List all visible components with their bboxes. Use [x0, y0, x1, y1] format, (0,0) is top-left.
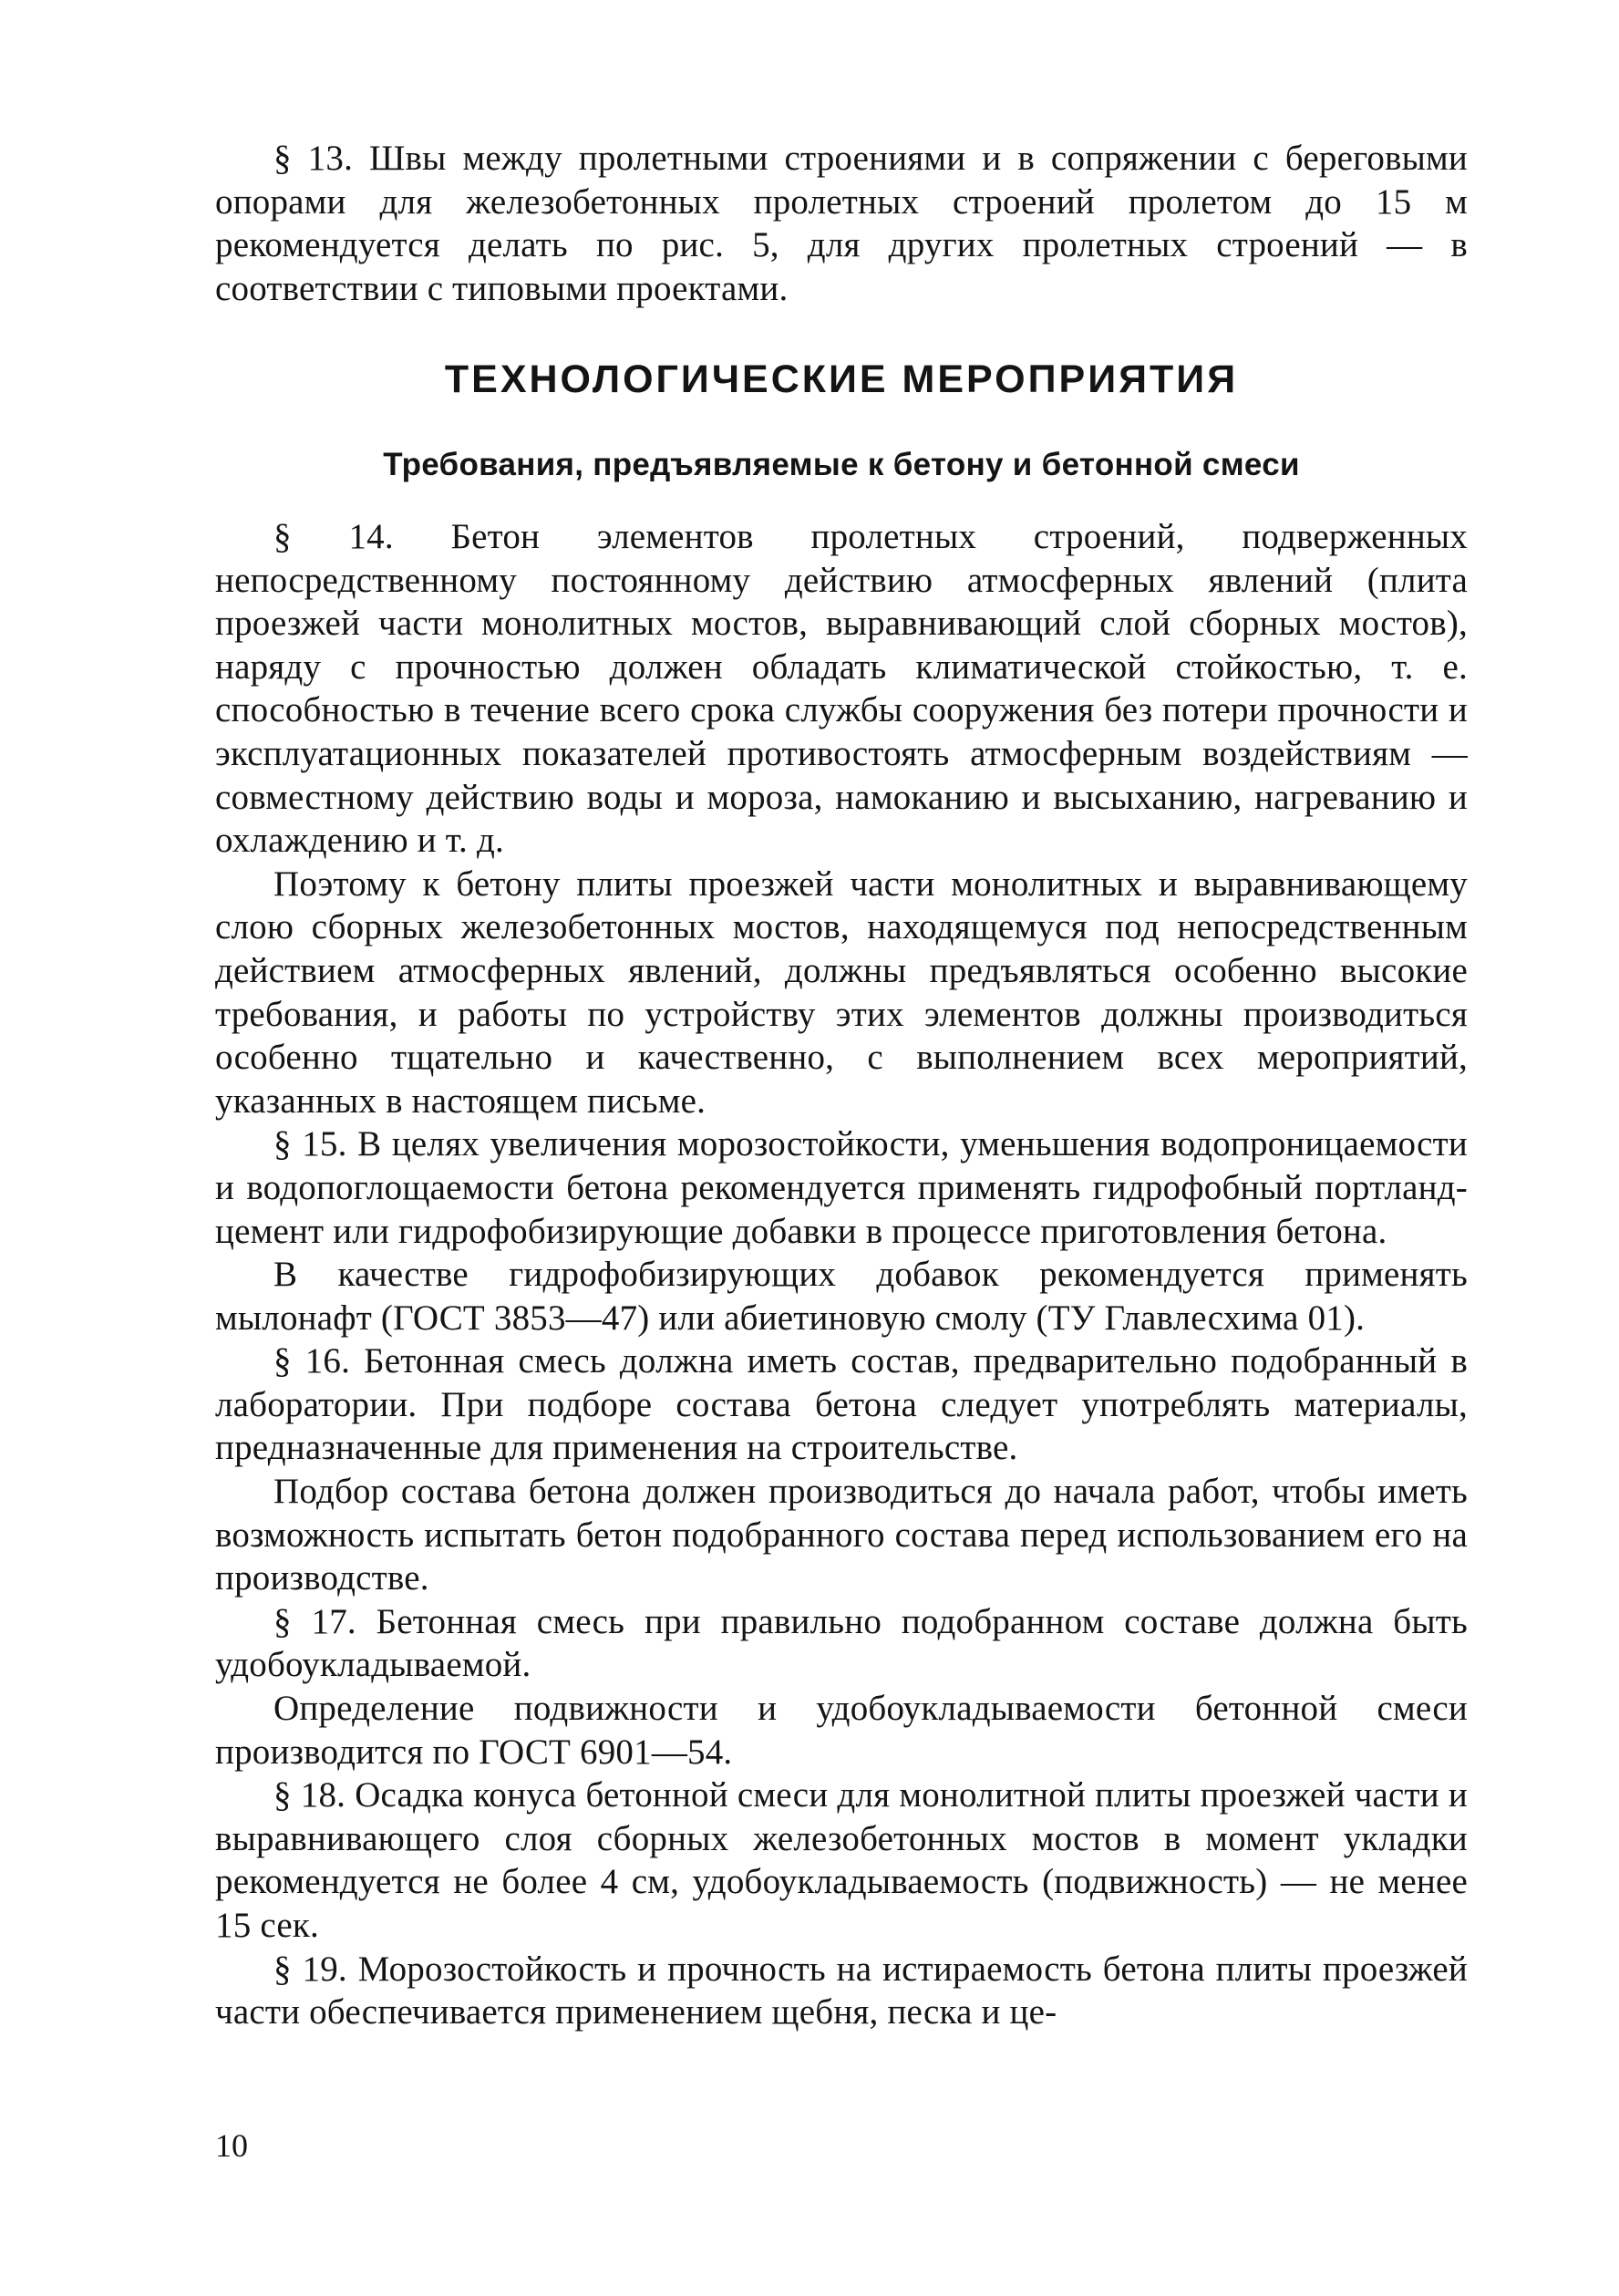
paragraph-14-continuation: Поэтому к бетону плиты проезжей части монолитных и выравнивающему слою сборных железобетонных мостов, находящемуся под непосредственным действием атмосферных явлений, должны предъявляться особенно высокие требования, и работы по устройству этих элементов должны производиться особенно тщательно и качественно, с выполнением всех мероприятий, указанных в настоящем письме. — [215, 864, 1468, 1121]
paragraph-16-continuation: Подбор состава бетона должен производиться до начала работ, чтобы иметь возможность испытать бетон подобранного состава перед использованием его на производстве. — [215, 1472, 1468, 1598]
body-text — [215, 515, 1468, 2034]
page-number: 10 — [215, 2127, 248, 2164]
section-heading: ТЕХНОЛОГИЧЕСКИЕ МЕРОПРИЯТИЯ — [444, 357, 1239, 401]
paragraph-15: § 15. В целях увеличения морозостойкости, уменьшения водопроницаемости и водопоглощаемости бетона рекомендуется применять гидрофобный портланд-цемент или гидрофобизирующие добавки в процессе приготовления бетона. — [215, 1124, 1468, 1251]
paragraph-17: § 17. Бетонная смесь при правильно подобранном составе должна быть удобоукладываемой. — [215, 1601, 1468, 1685]
paragraph-17-continuation: Определение подвижности и удобоукладываемости бетонной смеси производится по ГОСТ 6901—54. — [215, 1689, 1468, 1772]
paragraph-16: § 16. Бетонная смесь должна иметь состав, предварительно подобранный в лаборатории. При подборе состава бетона следует употреблять материалы, предназначенные для применения на строительстве. — [215, 1341, 1468, 1468]
paragraph-14: § 14. Бетон элементов пролетных строений, подверженных непосредственному постоянному действию атмосферных явлений (плита проезжей части монолитных мостов, выравнивающий слой сборных мостов), наряду с прочностью должен обладать климатической стойкостью, т. е. способностью в течение всего срока службы сооружения без потери прочности и эксплуатационных показателей противостоять атмосферным воздействиям — совместному действию воды и мороза, намоканию и высыханию, нагреванию и охлаждению и т. д. — [215, 517, 1468, 861]
subsection-heading: Требования, предъявляемые к бетону и бетонной смеси — [383, 447, 1300, 482]
paragraph-18: § 18. Осадка конуса бетонной смеси для монолитной плиты проезжей части и выравнивающего слоя сборных железобетонных мостов в момент укладки рекомендуется не более 4 см, удобоукладываемость (подвижность) — не менее 15 сек. — [215, 1775, 1468, 1945]
paragraph-13: § 13. Швы между пролетными строениями и в сопряжении с береговыми опорами для железобетонных пролетных строений пролетом до 15 м рекомендуется делать по рис. 5, для других пролетных строений — в соответствии с типовыми проектами. — [215, 139, 1468, 308]
paragraph-19: § 19. Морозостойкость и прочность на истираемость бетона плиты проезжей части обеспечивается применением щебня, песка и це- — [215, 1949, 1468, 2032]
paragraph-15-continuation: В качестве гидрофобизирующих добавок рекомендуется применять мылонафт (ГОСТ 3853—47) или абиетиновую смолу (ТУ Главлесхима 01). — [215, 1255, 1468, 1338]
paragraph-13-block — [215, 137, 1468, 310]
